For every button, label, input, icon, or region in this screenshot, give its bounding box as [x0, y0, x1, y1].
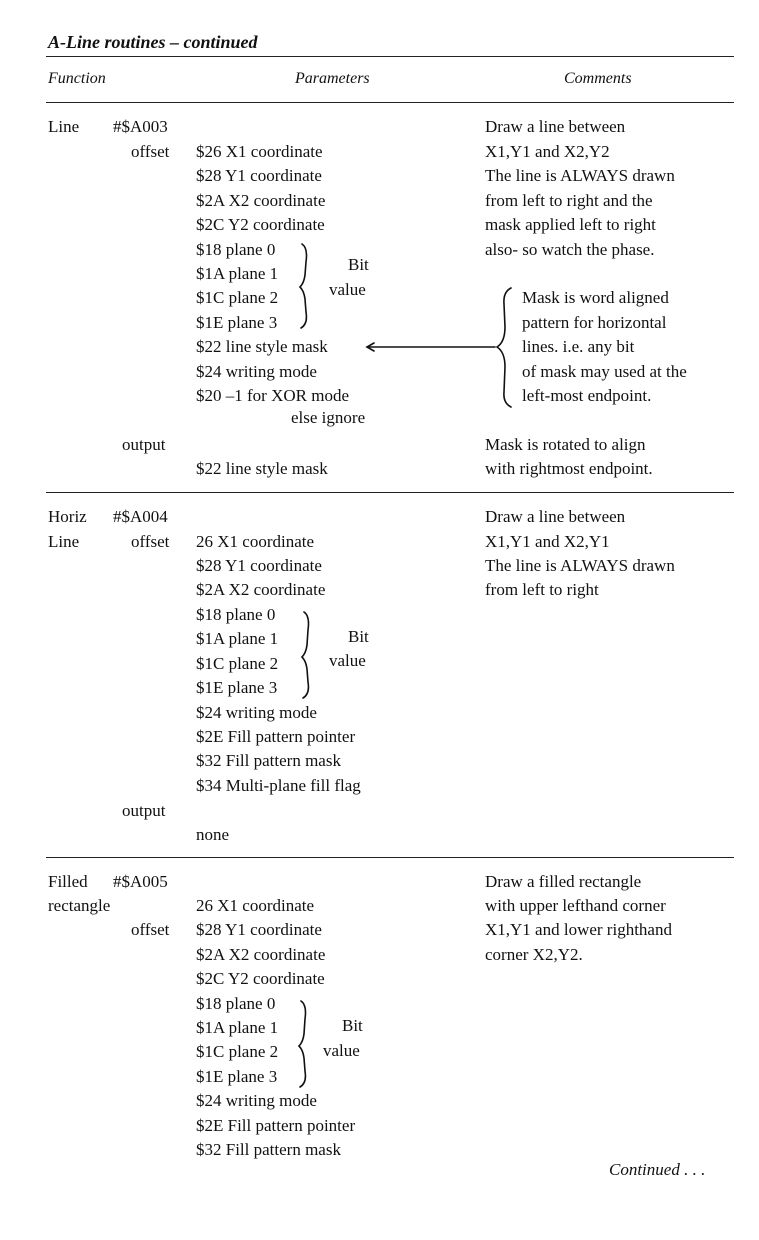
comment-line: X1,Y1 and X2,Y2	[485, 142, 610, 161]
param-item: $1A plane 1	[196, 629, 279, 648]
brace-label-value: value	[329, 651, 366, 670]
comment-line: from left to right	[485, 580, 599, 599]
continued-note: Continued . . .	[609, 1160, 706, 1179]
param-item: $2E Fill pattern pointer	[196, 727, 356, 746]
param-item: $18 plane 0	[196, 994, 276, 1013]
comment-line: mask applied left to right	[485, 215, 656, 234]
comment-line: X1,Y1 and lower righthand	[485, 920, 672, 939]
param-item: 26 X1 coordinate	[196, 532, 315, 551]
comment-line: The line is ALWAYS drawn	[485, 556, 675, 575]
param-item: $20 –1 for XOR mode	[196, 386, 349, 405]
param-item: $1A plane 1	[196, 1018, 279, 1037]
param-item: $2A X2 coordinate	[196, 580, 326, 599]
comment-line: Draw a filled rectangle	[485, 872, 642, 891]
bit-value-brace	[302, 612, 309, 698]
brace-label-bit: Bit	[342, 1016, 363, 1035]
comment-line: with upper lefthand corner	[485, 896, 666, 915]
opcode: #$A004	[113, 507, 168, 526]
brace-label-bit: Bit	[348, 627, 369, 646]
output-comment: Mask is rotated to align	[485, 435, 646, 454]
function-name-2: rectangle	[48, 896, 111, 915]
param-item: $32 Fill pattern mask	[196, 1140, 341, 1159]
comment-line: X1,Y1 and X2,Y1	[485, 532, 610, 551]
param-item: $18 plane 0	[196, 240, 276, 259]
param-item: $28 Y1 coordinate	[196, 556, 322, 575]
function-name: Line	[48, 117, 80, 136]
param-item: $24 writing mode	[196, 1091, 317, 1110]
mask-note-line: pattern for horizontal	[522, 313, 667, 332]
function-name: Horiz	[48, 507, 87, 526]
param-item: $2C Y2 coordinate	[196, 969, 325, 988]
bit-value-brace	[300, 244, 307, 328]
mask-note-line: of mask may used at the	[522, 362, 687, 381]
output-label: output	[122, 435, 166, 454]
function-name: Filled	[48, 872, 88, 891]
param-item: $1C plane 2	[196, 1042, 279, 1061]
function-name-2: Line	[48, 532, 80, 551]
header-parameters: Parameters	[295, 70, 370, 87]
param-item: $2C Y2 coordinate	[196, 215, 325, 234]
output-label: output	[122, 801, 166, 820]
param-item: $24 writing mode	[196, 703, 317, 722]
param-item: $1E plane 3	[196, 1067, 278, 1086]
comment-line: corner X2,Y2.	[485, 945, 583, 964]
param-item: $2A X2 coordinate	[196, 945, 326, 964]
param-item: $32 Fill pattern mask	[196, 751, 341, 770]
brace-label-value: value	[329, 280, 366, 299]
param-item: $28 Y1 coordinate	[196, 920, 322, 939]
header-function: Function	[48, 70, 106, 87]
header-comments: Comments	[564, 70, 632, 87]
param-item: $24 writing mode	[196, 362, 317, 381]
opcode: #$A003	[113, 117, 168, 136]
param-item: $34 Multi-plane fill flag	[196, 776, 361, 795]
brace-label-value: value	[323, 1041, 360, 1060]
opcode: #$A005	[113, 872, 168, 891]
param-item: $2A X2 coordinate	[196, 191, 326, 210]
param-item: 26 X1 coordinate	[196, 896, 315, 915]
param-note: else ignore	[291, 408, 366, 427]
comment-line: The line is ALWAYS drawn	[485, 166, 675, 185]
output-value: none	[196, 825, 230, 844]
param-item: $26 X1 coordinate	[196, 142, 323, 161]
param-item: $1A plane 1	[196, 264, 279, 283]
param-item: $22 line style mask	[196, 337, 328, 356]
offset-label: offset	[131, 532, 170, 551]
param-item: $1C plane 2	[196, 288, 279, 307]
mask-note-line: lines. i.e. any bit	[522, 337, 635, 356]
param-item: $1E plane 3	[196, 313, 278, 332]
comment-line: also- so watch the phase.	[485, 240, 655, 259]
brace-label-bit: Bit	[348, 255, 369, 274]
offset-label: offset	[131, 920, 170, 939]
mask-note-brace	[497, 288, 511, 407]
comment-line: Draw a line between	[485, 507, 626, 526]
param-item: $28 Y1 coordinate	[196, 166, 322, 185]
comment-line: Draw a line between	[485, 117, 626, 136]
param-item: $1C plane 2	[196, 654, 279, 673]
bit-value-brace	[299, 1001, 306, 1087]
param-item: $1E plane 3	[196, 678, 278, 697]
param-item: $18 plane 0	[196, 605, 276, 624]
mask-note-line: Mask is word aligned	[522, 288, 669, 307]
param-item: $2E Fill pattern pointer	[196, 1116, 356, 1135]
output-comment: with rightmost endpoint.	[485, 459, 653, 478]
mask-note-line: left-most endpoint.	[522, 386, 652, 405]
output-value: $22 line style mask	[196, 459, 328, 478]
page-title: A-Line routines – continued	[48, 32, 258, 52]
offset-label: offset	[131, 142, 170, 161]
comment-line: from left to right and the	[485, 191, 653, 210]
